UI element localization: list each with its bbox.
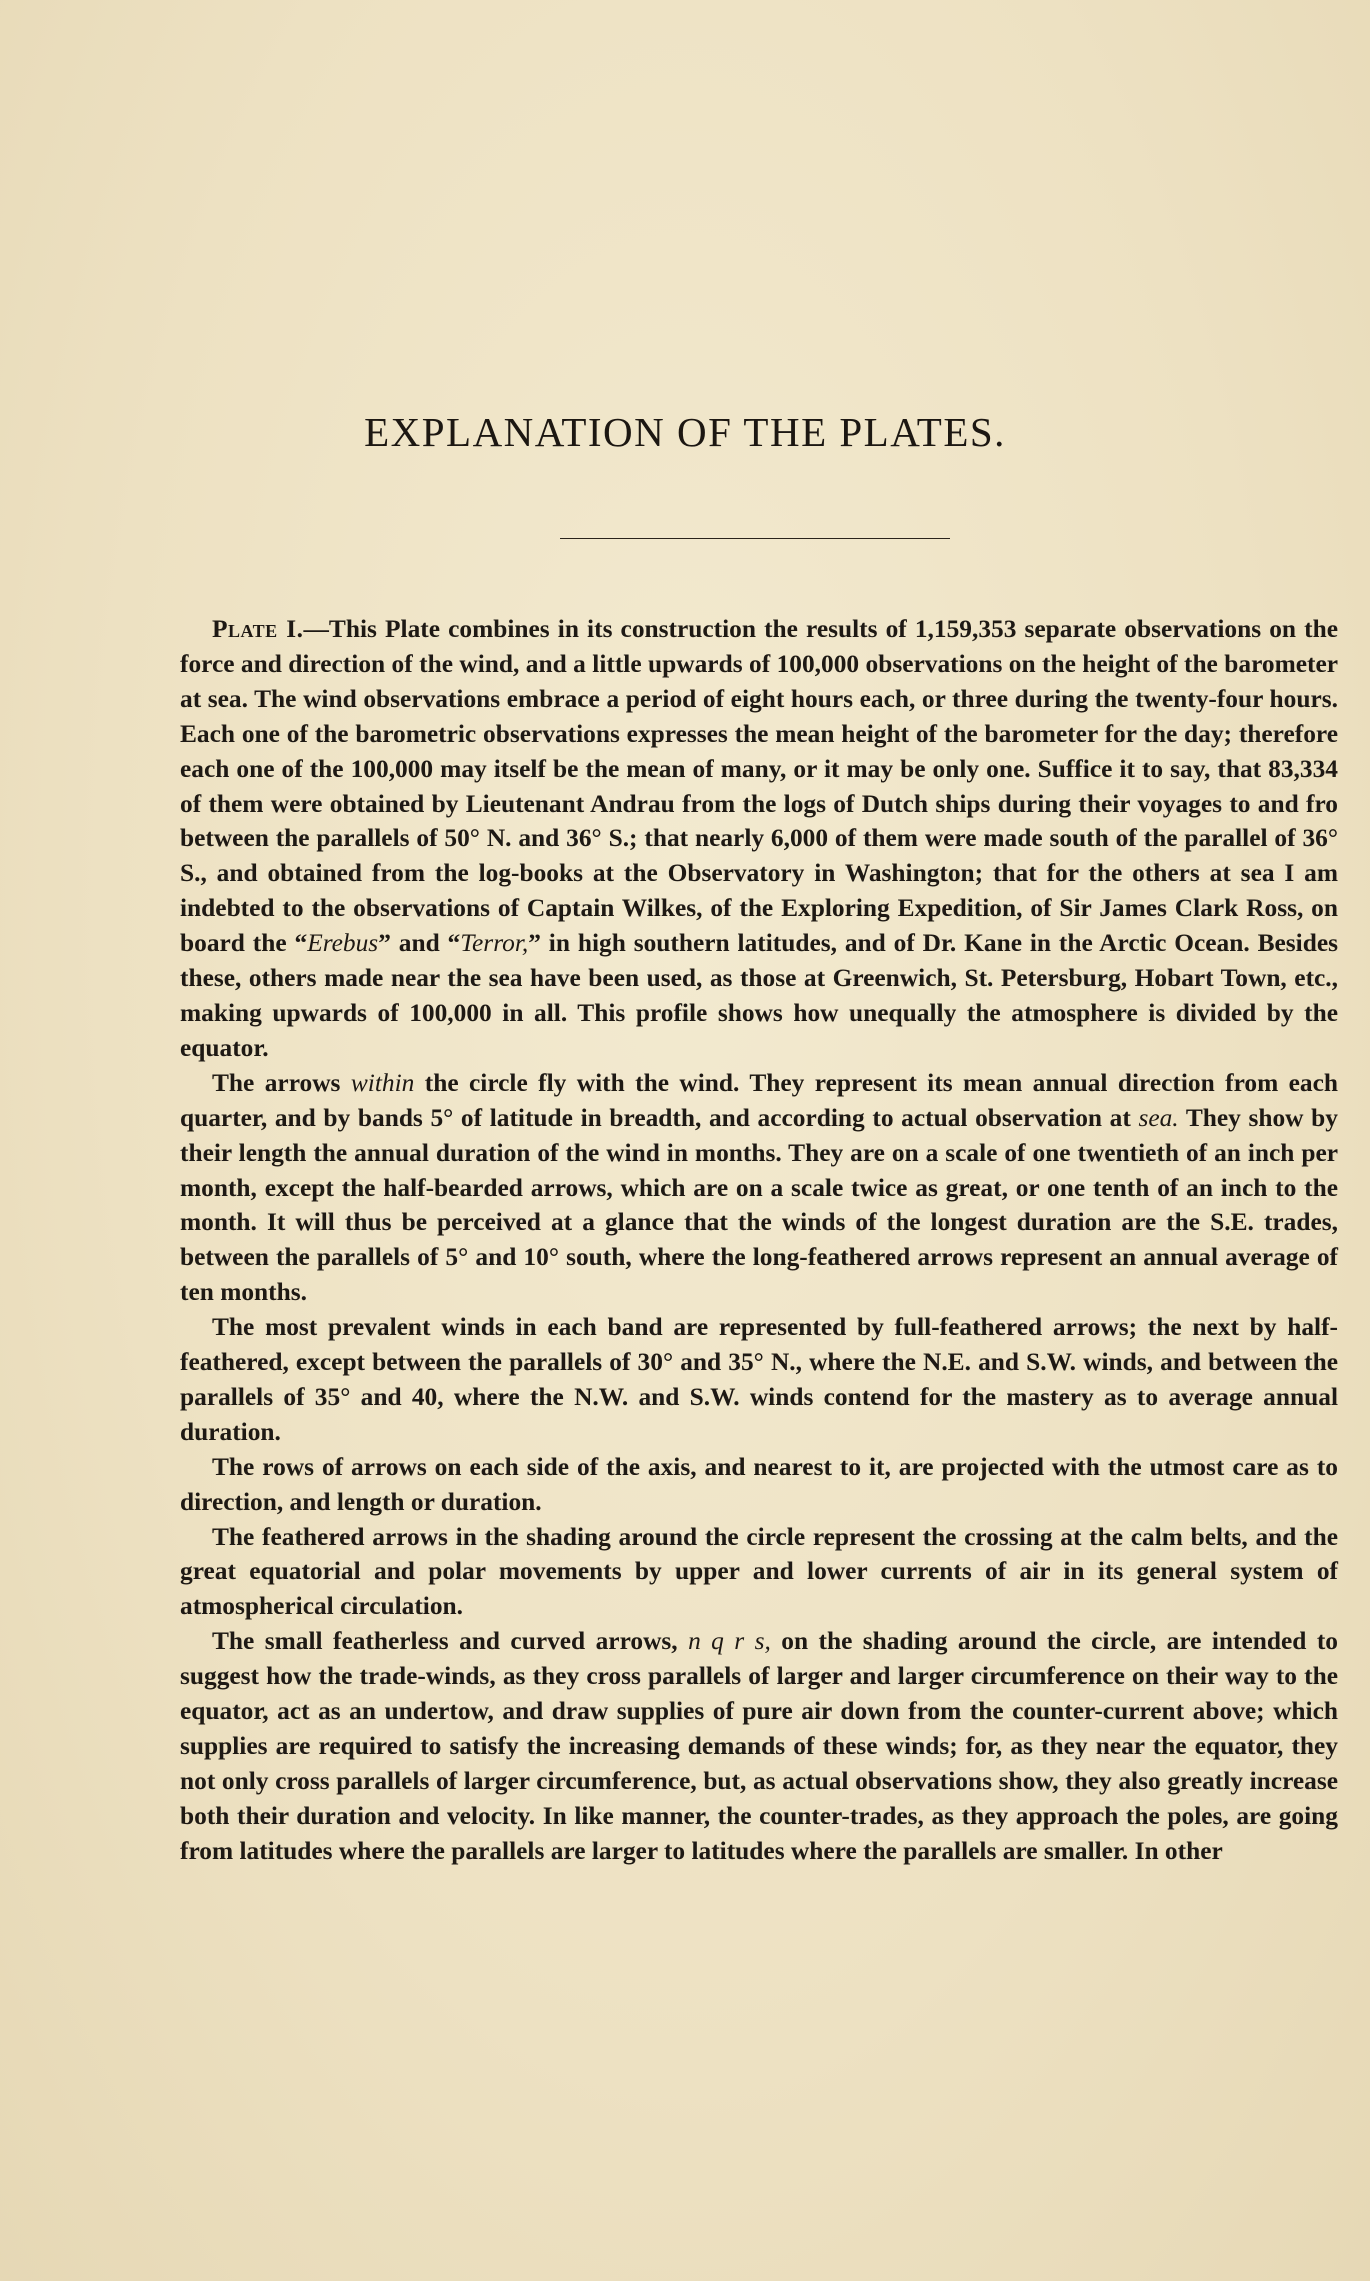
paragraph-feathered-arrows: The feathered arrows in the shading around the circle represent the crossing at the calm belts, and the great equatorial and polar movements by upper and lower currents of air in its general system of atmospherical circulation.: [180, 1522, 1338, 1621]
emphasis-letters: n q r s,: [688, 1627, 771, 1656]
ship-name-erebus: Erebus: [307, 929, 379, 958]
emphasis-within: within: [350, 1068, 415, 1097]
paragraph-text: —This Plate combines in its construction the results of 1,159,353 separate observations on the force and direction of the wind, and a little upwards of 100,000 observations on the height of the barometer at sea. The wind observations embrace a period of eight hours each, or three during the twenty-four hours. Each one of the barometric observations expresses the mean height of the barometer for the day; therefore each one of the 100,000 may itself be the mean of many, or it may be only one. Suffice it to say, that 83,334 of them were obtained by Lieutenant Andrau from the logs of Dutch ships during their voyages to and fro between the parallels of 50° N. and 36° S.; that nearly 6,000 of them were made south of the parallel of 36° S., and obtained from the log-books at the Observatory in Washington; that for the others at sea I am indebted to the observations of Captain Wilkes, of the Exploring Expedition, of Sir James Clark Ross, on board the “: [180, 615, 1338, 958]
paragraph-text: ” in high southern latitudes, and of Dr. Kane in the Arctic Ocean. Besides these, others made near the sea have been used, as those at Greenwich, St. Petersburg, Hobart Town, etc., making upwards of 100,000 in all. This profile shows how unequally the atmosphere is divided by the equator.: [180, 929, 1338, 1062]
paragraph-prevalent-winds: The most prevalent winds in each band are represented by full-feathered arrows; the next by half-feathered, except between the parallels of 30° and 35° N., where the N.E. and S.W. winds, and between the parallels of 35° and 40, where the N.W. and S.W. winds contend for the mastery as to average annual duration.: [180, 1313, 1338, 1446]
paragraph-text: They show by their length the annual duration of the wind in months. They are on a scale of one twentieth of an inch per month, except the half-bearded arrows, which are on a scale twice as great, or one tenth of an inch to the month. It will thus be perceived at a glance that the winds of the longest duration are the S.E. trades, between the parallels of 5° and 10° south, where the long-feathered arrows represent an annual average of ten months.: [180, 1103, 1338, 1307]
paragraph-text: The small featherless and curved arrows,: [212, 1627, 689, 1656]
paragraph-arrows: [180, 1066, 1338, 1310]
paragraph-text: on the shading around the circle, are intended to suggest how the trade-winds, as they cross parallels of larger and larger circumference on their way to the equator, act as an undertow, and draw supplies of pure air down from the counter-current above; which supplies are required to satisfy the increasing demands of these winds; for, as they near the equator, they not only cross parallels of larger circumference, but, as actual observations show, they also greatly increase both their duration and velocity. In like manner, the counter-trades, as they approach the poles, are going from latitudes where the parallels are larger to latitudes where the parallels are smaller. In other: [180, 1627, 1338, 1865]
paragraph-text: ” and “: [378, 929, 461, 958]
page-title: EXPLANATION OF THE PLATES.: [364, 409, 1006, 455]
emphasis-sea: sea.: [1138, 1103, 1179, 1132]
ship-name-terror: Terror,: [460, 929, 529, 958]
body-text: [180, 612, 1338, 1869]
paragraph-rows-of-arrows: The rows of arrows on each side of the axis, and nearest to it, are projected with the utmost care as to direction, and length or duration.: [180, 1452, 1338, 1516]
paragraph-text: the circle fly with the wind. They represent its mean annual direction from each quarter, and by bands 5° of latitude in breadth, and according to actual observation at: [180, 1068, 1338, 1132]
paragraph-text: The arrows: [212, 1068, 351, 1097]
plate-label: Plate I.: [212, 615, 304, 643]
paragraph-plate-one: [180, 612, 1338, 1066]
paragraph-featherless-arrows: [180, 1624, 1338, 1868]
title-divider: [560, 538, 950, 539]
